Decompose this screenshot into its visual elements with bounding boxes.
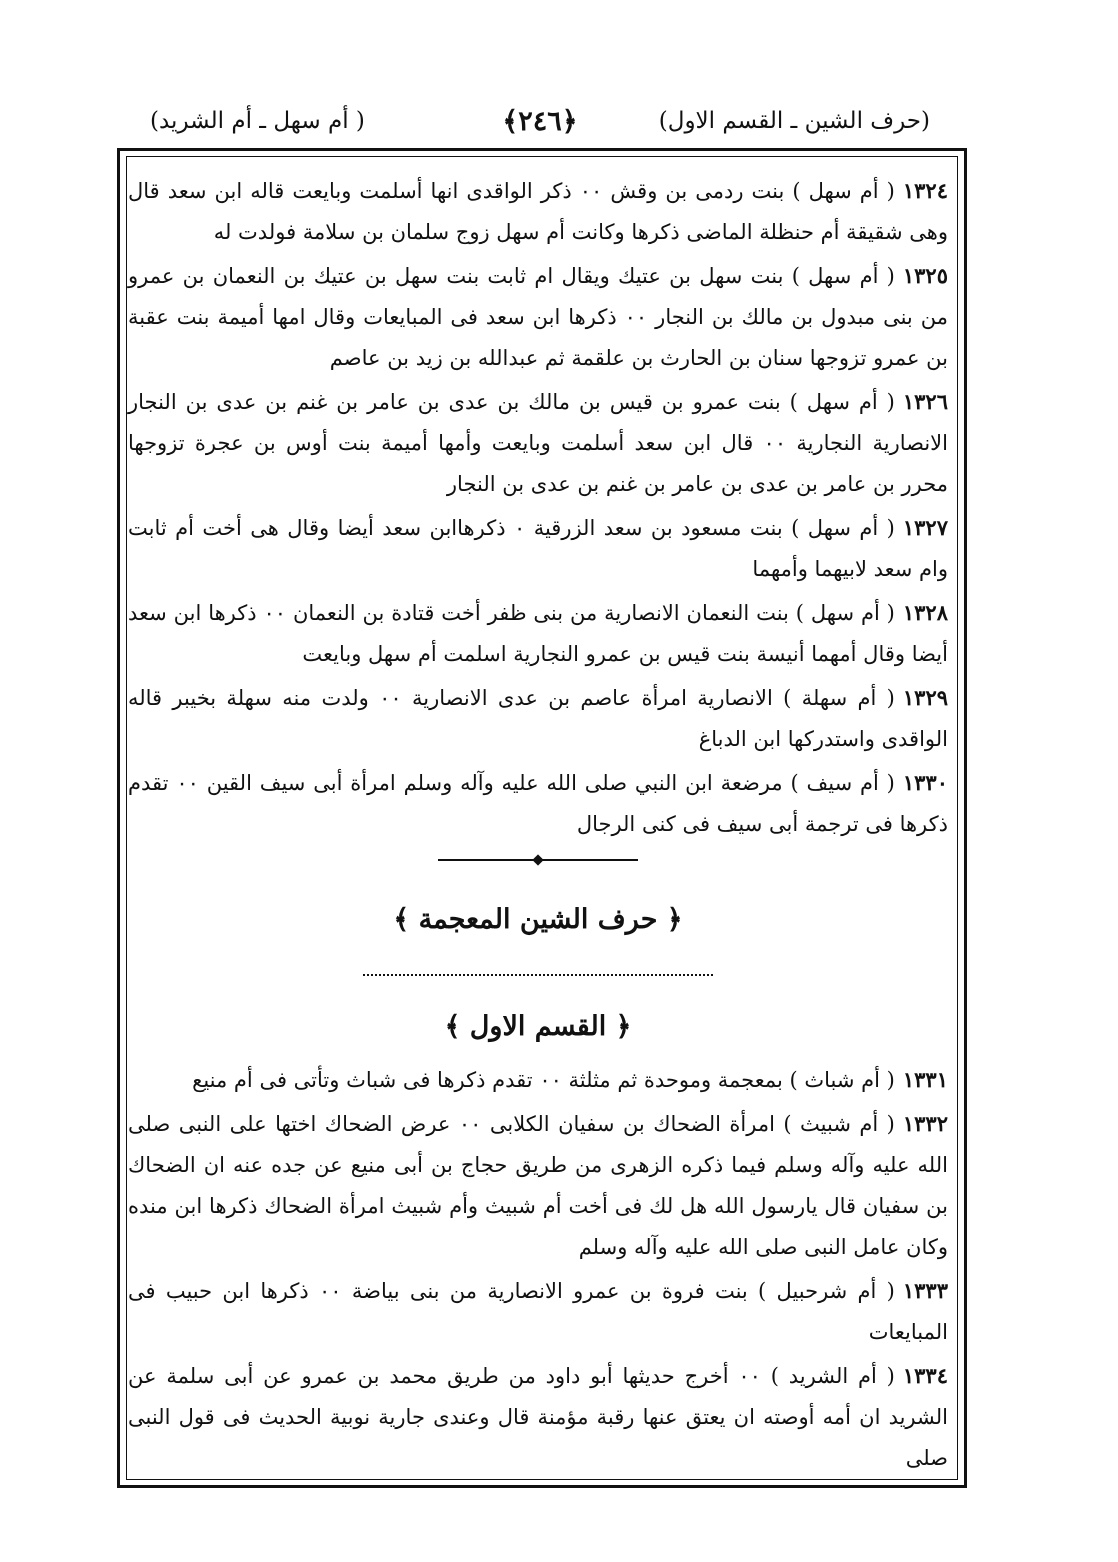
entry-text: ( أم سهل ) بنت سهل بن عتيك ويقال ام ثابت بنت سهل بن عتيك بن النعمان بن عمرو من بنى مبدول بن مالك بن النجار ٠٠ ذكرها ابن سعد فى المبايعات وقال امها أميمة بنت عقبة بن عمرو تزوجها سنان بن الحارث بن علقمة ثم عبدالله بن زيد بن عاصم [128, 264, 948, 370]
entry-text: ( أم سيف ) مرضعة ابن النبي صلى الله عليه وآله وسلم امرأة أبى سيف القين ٠٠ تقدم ذكرها فى ترجمة أبى سيف فى كنى الرجال [128, 771, 948, 836]
entry-1325 [128, 255, 948, 379]
running-header [150, 108, 930, 148]
entry-number: ١٣٢٧ [902, 515, 948, 540]
entry-number: ١٣٣١ [902, 1067, 948, 1092]
entry-number: ١٣٣٤ [902, 1363, 948, 1388]
header-section-title: (حرف الشين ـ القسم الاول) [658, 108, 930, 134]
entry-1331 [128, 1059, 948, 1101]
entry-number: ١٣٢٨ [902, 600, 948, 625]
entry-1332 [128, 1103, 948, 1268]
dotted-divider [363, 974, 713, 976]
entry-text: ( أم شباث ) بمعجمة وموحدة ثم مثلثة ٠٠ تقدم ذكرها فى شباث وتأتى فى أم منيع [192, 1068, 895, 1092]
entry-1326 [128, 381, 948, 505]
entry-number: ١٣٢٩ [902, 685, 949, 710]
entry-number: ١٣٢٦ [902, 389, 948, 414]
ornament-divider [438, 859, 638, 861]
entry-1329 [128, 677, 948, 760]
entry-1330 [128, 762, 948, 845]
entry-text: ( أم سهل ) بنت ردمى بن وقش ٠٠ ذكر الواقدى انها أسلمت وبايعت قاله ابن سعد قال وهى شقيقة أم حنظلة الماضى ذكرها وكانت أم سهل زوج سلمان بن سلامة فولدت له [128, 179, 948, 244]
entry-text: ( أم سهل ) بنت النعمان الانصارية من بنى ظفر أخت قتادة بن النعمان ٠٠ ذكرها ابن سعد أيضا وقال أمهما أنيسة بنت قيس بن عمرو النجارية اسلمت أم سهل وبايعت [128, 601, 948, 666]
entry-1327 [128, 507, 948, 590]
entry-number: ١٣٣٢ [902, 1111, 948, 1136]
entry-text: ( أم شرحبيل ) بنت فروة بن عمرو الانصارية من بنى بياضة ٠٠ ذكرها ابن حبيب فى المبايعات [128, 1279, 948, 1344]
entry-1333 [128, 1270, 948, 1353]
entry-number: ١٣٢٤ [902, 178, 948, 203]
entry-text: ( أم سهل ) بنت عمرو بن قيس بن مالك بن عدى بن عامر بن غنم بن عدى بن النجار الانصارية النجارية ٠٠ قال ابن سعد أسلمت وبايعت وأمها أميمة بنت أوس بن عجرة تزوجها محرر بن عامر بن عدى بن عامر بن غنم بن عدى بن النجار [128, 390, 948, 496]
entry-number: ١٣٢٥ [902, 263, 948, 288]
entry-text: ( أم شبيث ) امرأة الضحاك بن سفيان الكلابى ٠٠ عرض الضحاك اختها على النبى صلى الله عليه وآله وسلم فيما ذكره الزهرى من طريق حجاج بن أبى منيع عن جده عنه ان الضحاك بن سفيان قال يارسول الله هل لك فى أخت أم شبيث وأم شبيث امرأة الضحاك ذكرها ابن منده وكان عامل النبى صلى الله عليه وآله وسلم [128, 1112, 948, 1259]
entry-1328 [128, 592, 948, 675]
entry-1324 [128, 170, 948, 253]
diamond-ornament-icon [532, 854, 543, 865]
section-title: ﴿ حرف الشين المعجمة ﴾ [393, 904, 683, 935]
page-number: ﴿٢٤٦﴾ [502, 106, 578, 137]
page-body [128, 170, 948, 1481]
entry-text: ( أم سهلة ) الانصارية امرأة عاصم بن عدى الانصارية ٠٠ ولدت منه سهلة بخيبر قاله الواقدى واستدركها ابن الدباغ [128, 686, 948, 751]
entry-number: ١٣٣٠ [902, 770, 948, 795]
entry-text: ( أم سهل ) بنت مسعود بن سعد الزرقية ٠ ذكرهاابن سعد أيضا وقال هى أخت أم ثابت وام سعد لابيهما وأمهما [128, 516, 948, 581]
subsection-title: ﴿ القسم الاول ﴾ [444, 1011, 632, 1042]
header-entry-range: ( أم سهل ـ أم الشريد) [150, 108, 365, 134]
entry-text: ( أم الشريد ) ٠٠ أخرج حديثها أبو داود من طريق محمد بن عمرو عن أبى سلمة عن الشريد ان أمه أوصته ان يعتق عنها رقبة مؤمنة قال وعندى جارية نوبية الحديث فى قول النبى صلى [128, 1364, 948, 1470]
entry-1334 [128, 1355, 948, 1479]
entry-number: ١٣٣٣ [902, 1278, 948, 1303]
